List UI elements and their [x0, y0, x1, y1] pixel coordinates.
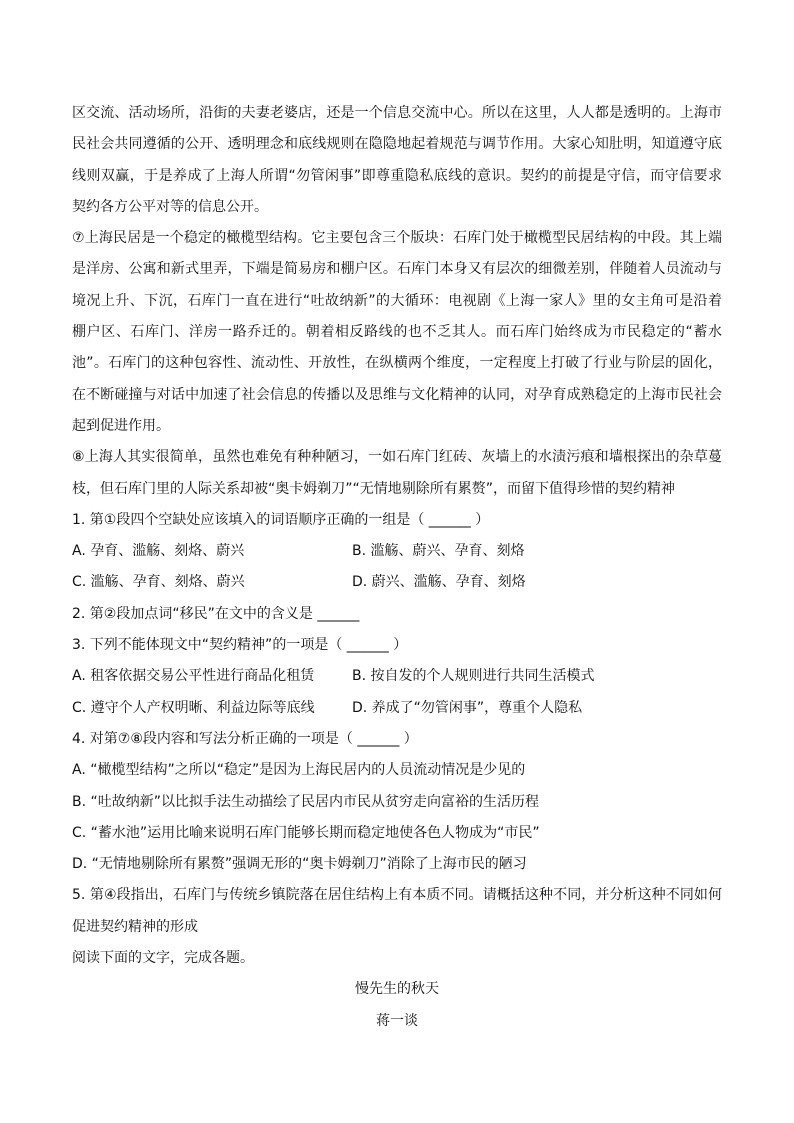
document-page [72, 98, 722, 1037]
question-1 [72, 505, 722, 599]
option-b: B. 滥觞、蔚兴、孕育、刻烙 [352, 543, 525, 560]
question-3 [72, 630, 722, 724]
text-line: 境况上升、下沉，石库门一直在进行“吐故纳新”的大循环：电视剧《上海一家人》里的女主角可是沿着 [72, 292, 722, 309]
option-row [72, 567, 722, 598]
reading-instruction: 阅读下面的文字，完成各题。 [72, 950, 254, 967]
text-line: 棚户区、石库门、洋房一路乔迁的。朝着相反路线的也不乏其人。而石库门始终成为市民稳定的“蓄水 [72, 324, 722, 341]
option-row [72, 661, 722, 692]
question-stem: 促进契约精神的形成 [72, 918, 198, 935]
question-2 [72, 599, 722, 630]
article-author: 蒋一谈 [376, 1012, 418, 1029]
option-c: C. “蓄水池”运用比喻来说明石库门能够长期而稳定地使各色人物成为“市民” [72, 824, 540, 841]
option-c: C. 滥觞、孕育、刻烙、蔚兴 [72, 574, 245, 591]
text-line: 在不断碰撞与对话中加速了社会信息的传播以及思维与文化精神的认同，对孕育成熟稳定的上海市民社会 [72, 386, 722, 403]
question-stem: 2. 第②段加点词“移民”在文中的含义是 ______ [72, 605, 360, 622]
question-5 [72, 880, 722, 943]
text-line: 枝，但石库门里的人际关系却被“奥卡姆剃刀”“无情地剔除所有累赘”，而留下值得珍惜的契约精神 [72, 480, 676, 497]
option-b: B. “吐故纳新”以比拟手法生动描绘了民居内市民从贫穷走向富裕的生活历程 [72, 793, 540, 810]
text-line: 民社会共同遵循的公开、透明理念和底线规则在隐隐地起着规范与调节作用。大家心知肚明，知道遵守底 [72, 136, 722, 153]
text-line: ⑦上海民居是一个稳定的橄榄型结构。它主要包含三个版块：石库门处于橄榄型民居结构的中段。其上端 [72, 230, 722, 247]
text-line: 区交流、活动场所，沿街的夫妻老婆店，还是一个信息交流中心。所以在这里，人人都是透明的。上海市 [72, 105, 722, 121]
question-stem: 4. 对第⑦⑧段内容和写法分析正确的一项是（ ______ ） [72, 730, 418, 747]
question-4 [72, 724, 722, 880]
paragraph-7 [72, 223, 722, 442]
paragraph-6-continued [72, 98, 722, 223]
text-line: 契约各方公平对等的信息公开。 [72, 198, 268, 215]
text-line: ⑧上海人其实很简单，虽然也难免有种种陋习，一如石库门红砖、灰墙上的水渍污痕和墙根探出的杂草蔓 [72, 449, 722, 466]
question-stem: 5. 第④段指出，石库门与传统乡镇院落在居住结构上有本质不同。请概括这种不同，并分析这种不同如何 [72, 887, 722, 904]
option-a: A. 孕育、滥觞、刻烙、蔚兴 [72, 543, 245, 560]
option-b: B. 按自发的个人规则进行共同生活模式 [352, 668, 595, 685]
option-c: C. 遵守个人产权明晰、利益边际等底线 [72, 699, 315, 716]
text-line: 线则双赢，于是养成了上海人所谓“勿管闲事”即尊重隐私底线的意识。契约的前提是守信，而守信要求 [72, 167, 722, 184]
question-stem: 1. 第①段四个空缺处应该填入的词语顺序正确的一组是（ ______ ） [72, 511, 490, 528]
option-d: D. “无情地剔除所有累赘”强调无形的“奥卡姆剃刀”消除了上海市民的陋习 [72, 856, 527, 873]
option-d: D. 蔚兴、滥觞、孕育、刻烙 [352, 574, 526, 591]
paragraph-8 [72, 442, 722, 505]
option-row [72, 536, 722, 567]
text-line: 是洋房、公寓和新式里弄，下端是简易房和棚户区。石库门本身又有层次的细微差别，伴随着人员流动与 [72, 261, 722, 278]
option-row [72, 693, 722, 724]
article-title: 慢先生的秋天 [355, 981, 439, 998]
text-line: 池”。石库门的这种包容性、流动性、开放性，在纵横两个维度，一定程度上打破了行业与阶层的固化， [72, 355, 722, 372]
option-a: A. 租客依据交易公平性进行商品化租赁 [72, 668, 315, 685]
text-line: 起到促进作用。 [72, 417, 170, 434]
option-a: A. “橄榄型结构”之所以“稳定”是因为上海民居内的人员流动情况是少见的 [72, 762, 526, 779]
option-d: D. 养成了“勿管闲事”，尊重个人隐私 [352, 699, 583, 716]
question-stem: 3. 下列不能体现文中“契约精神”的一项是（ ______ ） [72, 637, 408, 654]
